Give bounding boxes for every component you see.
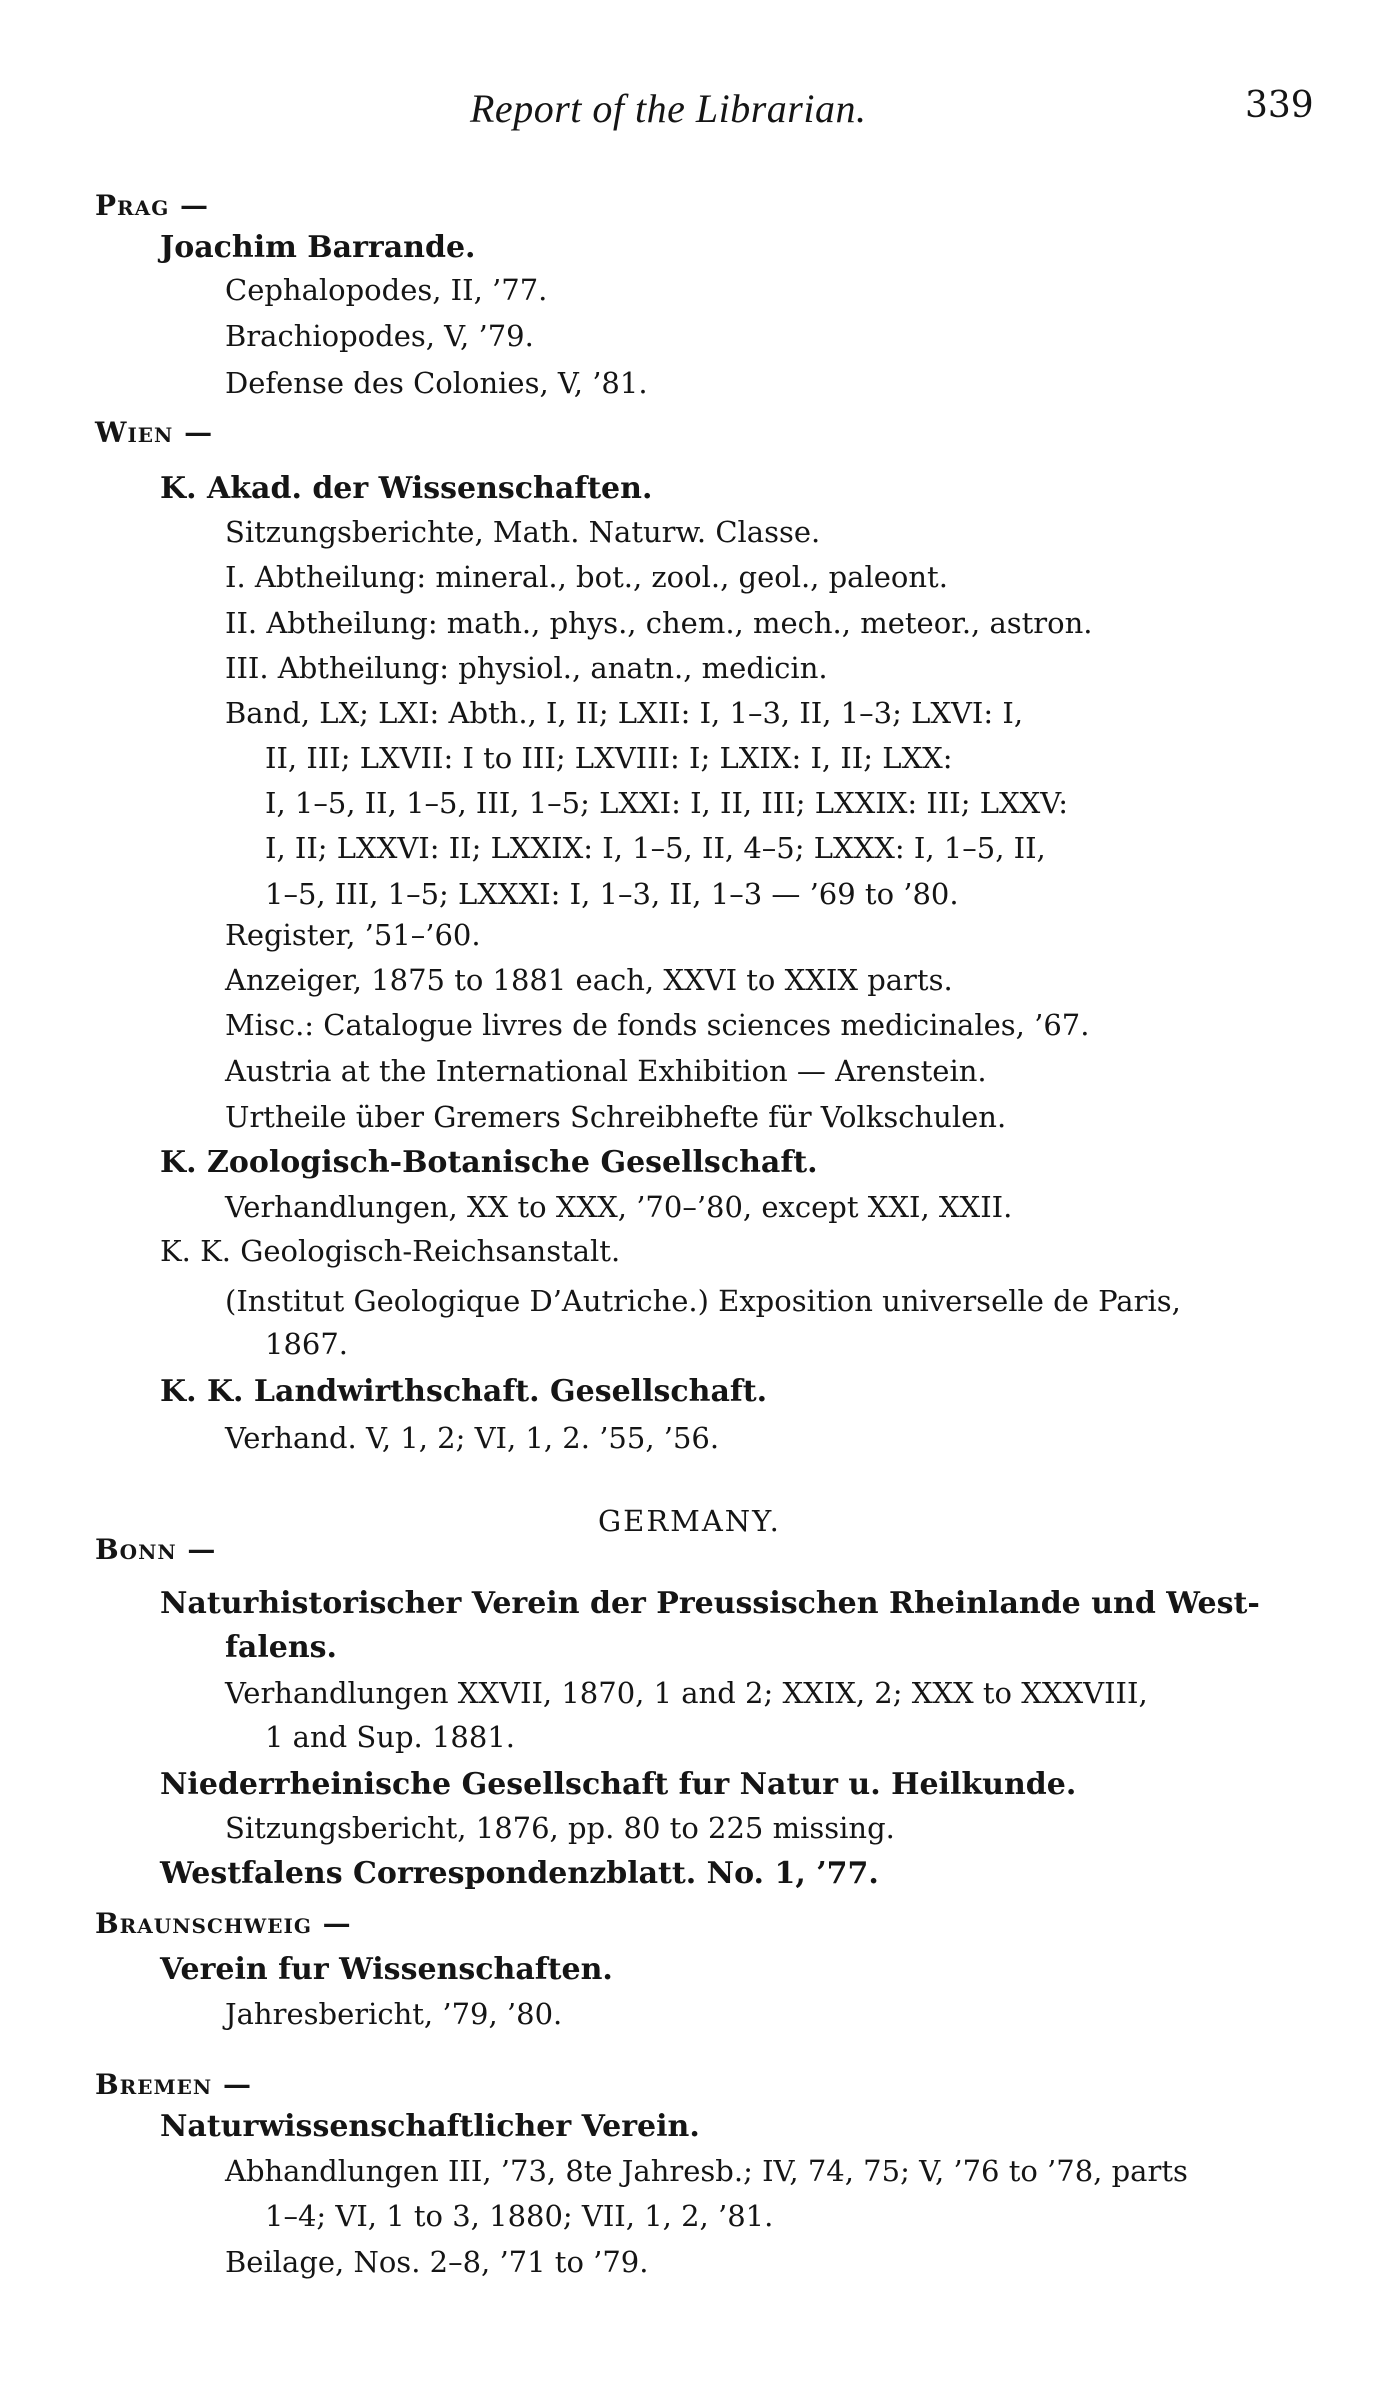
text-line: III. Abtheilung: physiol., anatn., medicin. — [225, 651, 828, 685]
text-line: Joachim Barrande. — [160, 230, 476, 265]
text-line: Wien — — [95, 416, 214, 449]
text-line: Verhand. V, 1, 2; VI, 1, 2. ’55, ’56. — [225, 1421, 720, 1455]
text-line: Westfalens Correspondenzblatt. No. 1, ’77. — [160, 1856, 879, 1891]
page-number: 339 — [1245, 85, 1314, 126]
text-line: 1–5, III, 1–5; LXXXI: I, 1–3, II, 1–3 — ’69 to ’80. — [265, 877, 959, 911]
text-line: Niederrheinische Gesellschaft fur Natur u. Heilkunde. — [160, 1767, 1077, 1802]
text-line: I. Abtheilung: mineral., bot., zool., geol., paleont. — [225, 560, 948, 594]
text-line: I, 1–5, II, 1–5, III, 1–5; LXXI: I, II, III; LXXIX: III; LXXV: — [265, 786, 1069, 820]
text-line: Anzeiger, 1875 to 1881 each, XXVI to XXIX parts. — [225, 963, 953, 997]
text-line: Verhandlungen, XX to XXX, ’70–’80, except XXI, XXII. — [225, 1190, 1013, 1224]
text-line: 1–4; VI, 1 to 3, 1880; VII, 1, 2, ’81. — [265, 2199, 774, 2233]
text-line: II, III; LXVII: I to III; LXVIII: I; LXIX: I, II; LXX: — [265, 741, 953, 775]
text-line: Urtheile über Gremers Schreibhefte für Volkschulen. — [225, 1100, 1007, 1134]
text-line: Naturwissenschaftlicher Verein. — [160, 2109, 700, 2144]
text-line: Sitzungsbericht, 1876, pp. 80 to 225 missing. — [225, 1811, 895, 1845]
text-line: Bremen — — [95, 2068, 252, 2101]
text-line: Band, LX; LXI: Abth., I, II; LXII: I, 1–3, II, 1–3; LXVI: I, — [225, 696, 1024, 730]
text-line: Naturhistorischer Verein der Preussischen Rheinlande und West- — [160, 1586, 1260, 1621]
text-line: Verhandlungen XXVII, 1870, 1 and 2; XXIX, 2; XXX to XXXVIII, — [225, 1676, 1148, 1710]
text-line: falens. — [225, 1630, 337, 1665]
text-line: K. Zoologisch-Botanische Gesellschaft. — [160, 1145, 818, 1180]
text-line: (Institut Geologique D’Autriche.) Exposition universelle de Paris, — [225, 1284, 1181, 1318]
text-line: Austria at the International Exhibition — Arenstein. — [225, 1054, 987, 1088]
text-line: II. Abtheilung: math., phys., chem., mech., meteor., astron. — [225, 606, 1093, 640]
text-line: K. K. Geologisch-Reichsanstalt. — [160, 1234, 621, 1268]
text-line: Sitzungsberichte, Math. Naturw. Classe. — [225, 515, 821, 549]
text-line: Verein fur Wissenschaften. — [160, 1952, 613, 1987]
text-line: 1 and Sup. 1881. — [265, 1720, 515, 1754]
text-line: Prag — — [95, 189, 210, 222]
text-line: 1867. — [265, 1327, 349, 1361]
text-line: K. K. Landwirthschaft. Gesellschaft. — [160, 1374, 768, 1409]
text-line: K. Akad. der Wissenschaften. — [160, 471, 653, 506]
text-line: Abhandlungen III, ’73, 8te Jahresb.; IV, 74, 75; V, ’76 to ’78, parts — [225, 2154, 1188, 2188]
text-line: Beilage, Nos. 2–8, ’71 to ’79. — [225, 2245, 649, 2279]
text-line: Braunschweig — — [95, 1907, 352, 1940]
text-line: Register, ’51–’60. — [225, 918, 481, 952]
text-line: I, II; LXXVI: II; LXXIX: I, 1–5, II, 4–5; LXXX: I, 1–5, II, — [265, 831, 1046, 865]
running-title: Report of the Librarian. — [470, 86, 867, 131]
text-line: Brachiopodes, V, ’79. — [225, 319, 534, 353]
text-line: Cephalopodes, II, ’77. — [225, 273, 548, 307]
section-heading: GERMANY. — [598, 1504, 781, 1538]
text-line: Bonn — — [95, 1533, 217, 1566]
page-header — [0, 85, 1391, 135]
text-line: Misc.: Catalogue livres de fonds sciences medicinales, ’67. — [225, 1008, 1090, 1042]
text-line: Jahresbericht, ’79, ’80. — [225, 1997, 563, 2031]
text-line: Defense des Colonies, V, ’81. — [225, 366, 648, 400]
